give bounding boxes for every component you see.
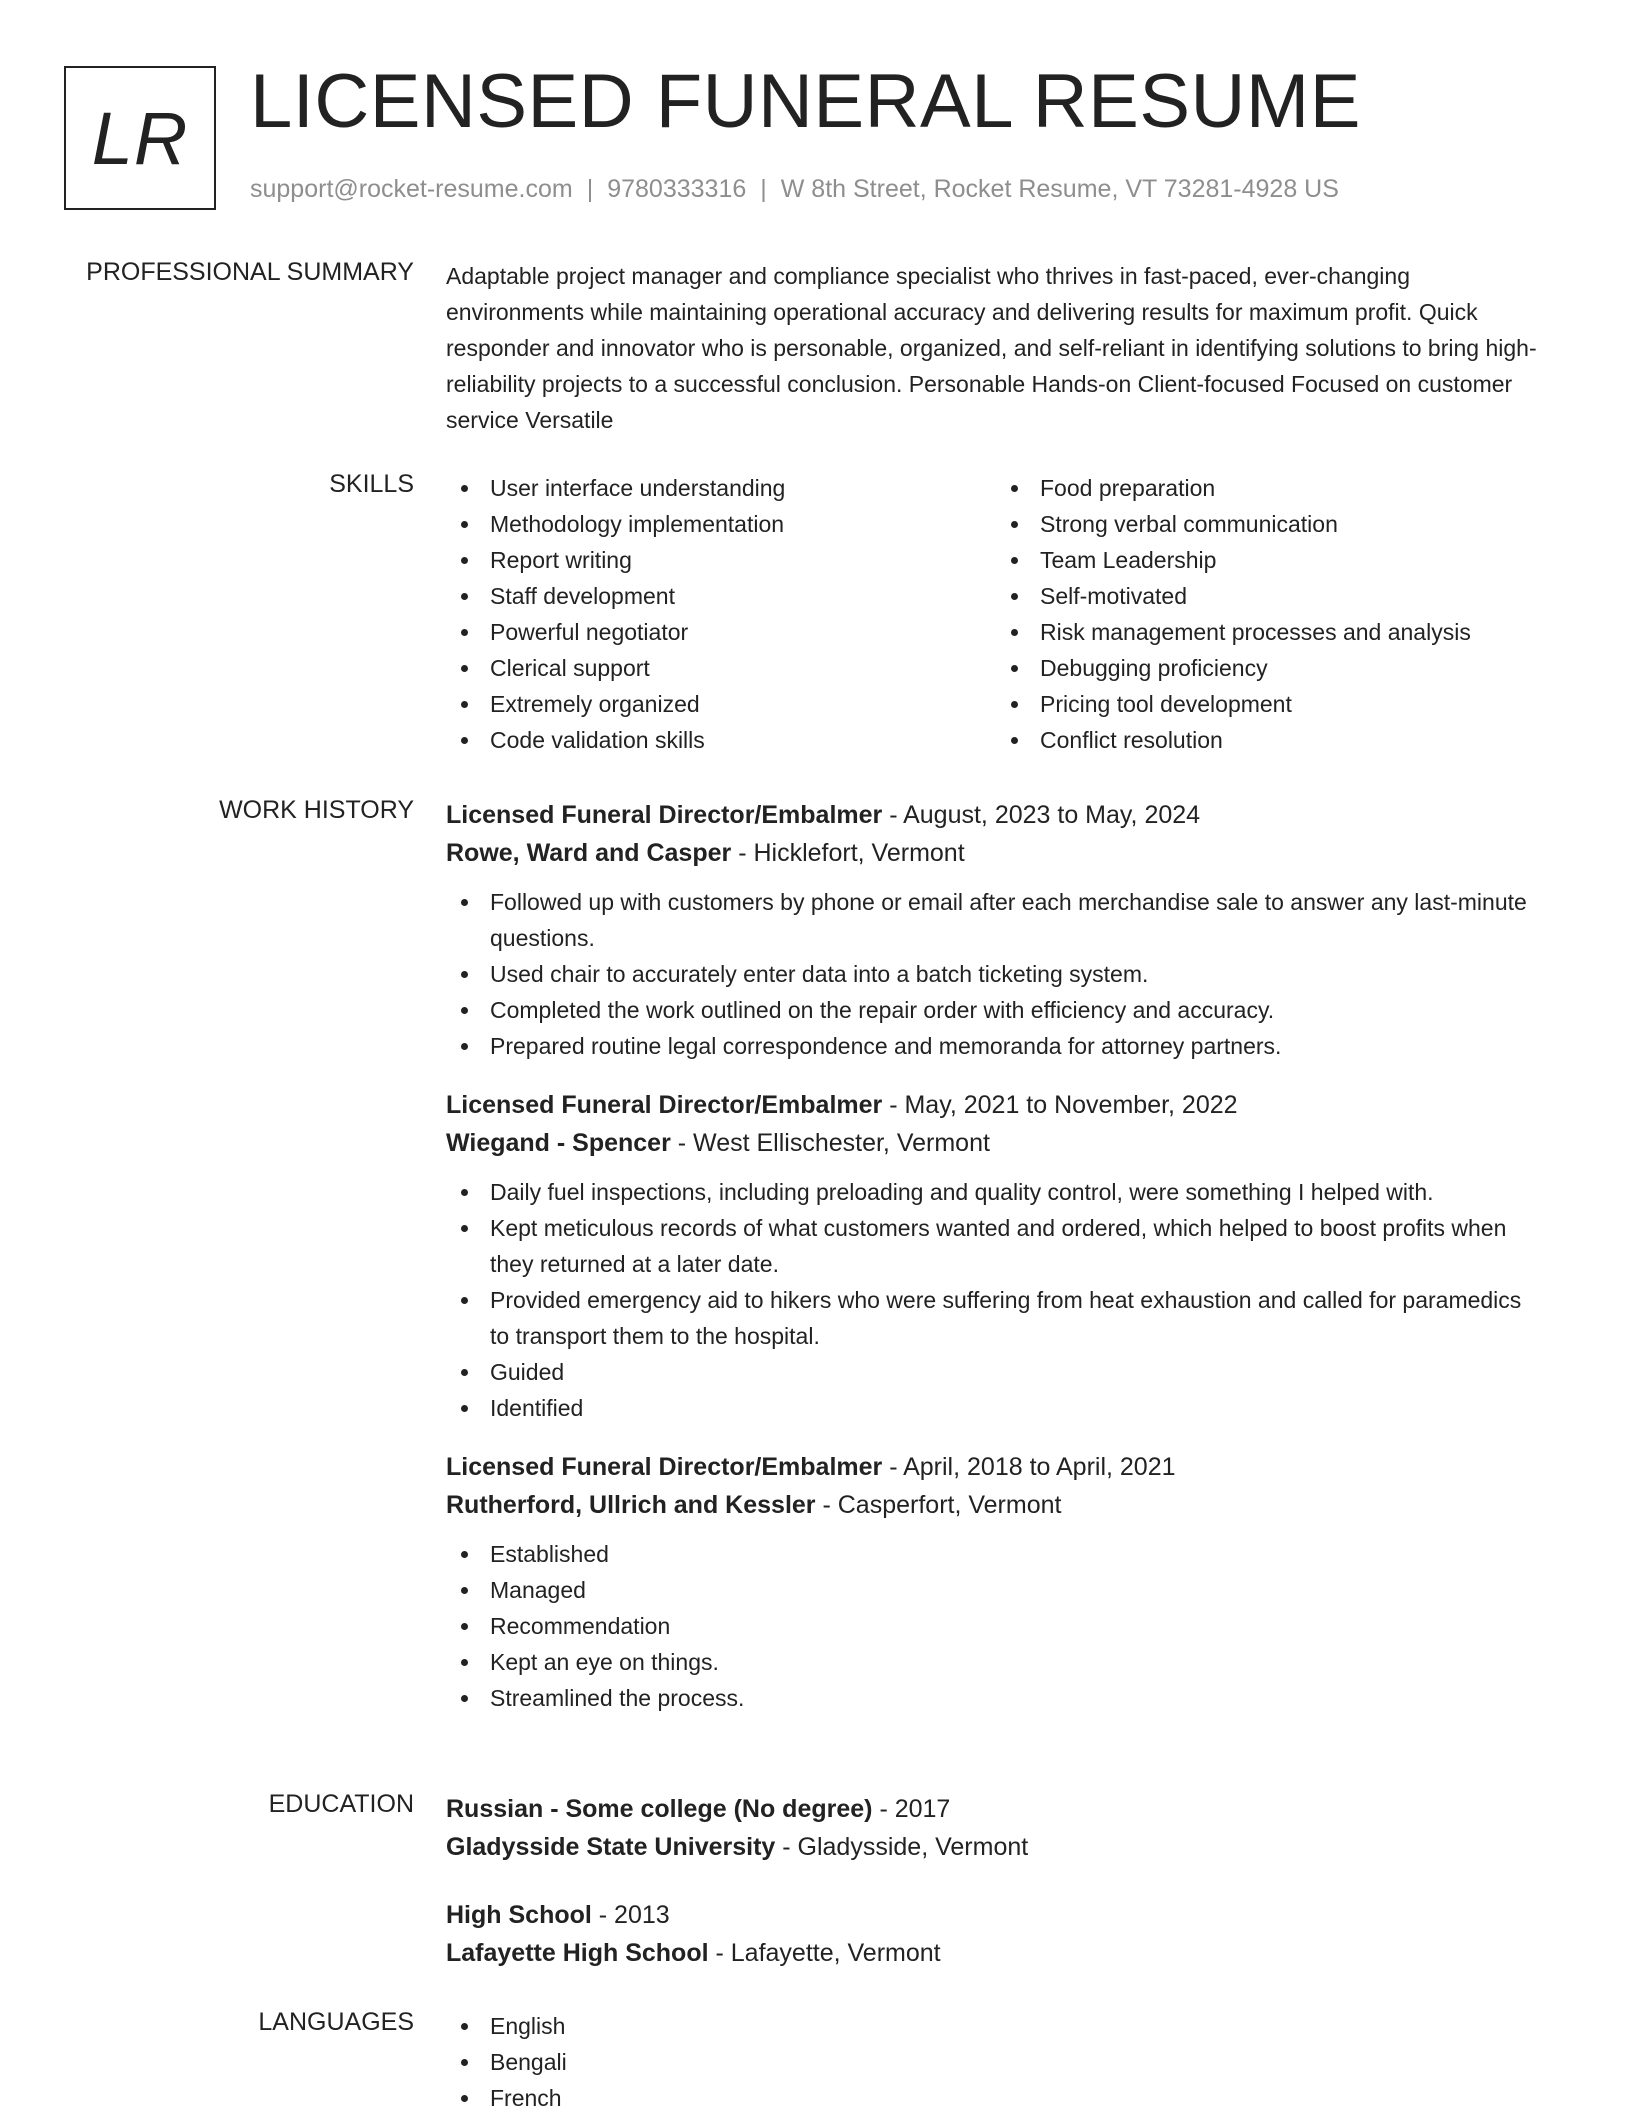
job-bullet: Prepared routine legal correspondence and memoranda for attorney partners. <box>446 1028 1546 1064</box>
job-title: Licensed Funeral Director/Embalmer <box>446 801 883 829</box>
skill-item: Code validation skills <box>446 722 996 758</box>
job-location: - Hicklefort, Vermont <box>731 839 965 867</box>
skill-item: Team Leadership <box>996 542 1546 578</box>
job-employer <box>446 834 1546 872</box>
contact-separator: | <box>760 175 767 203</box>
job-bullet: Streamlined the process. <box>446 1680 1546 1716</box>
job-bullets <box>446 1536 1546 1716</box>
job-bullets <box>446 1174 1546 1426</box>
skill-item: Clerical support <box>446 650 996 686</box>
education-degree: Russian - Some college (No degree) <box>446 1795 873 1823</box>
job-bullet: Daily fuel inspections, including preloading and quality control, were something I helped with. <box>446 1174 1546 1210</box>
education-year: - 2013 <box>591 1901 670 1929</box>
education-year: - 2017 <box>872 1795 951 1823</box>
contact-separator: | <box>586 175 594 203</box>
language-item: French <box>446 2080 1546 2112</box>
education-school-line <box>446 1828 1546 1866</box>
job-bullet: Used chair to accurately enter data into a batch ticketing system. <box>446 956 1546 992</box>
section-label-education: EDUCATION <box>268 1790 414 1818</box>
job-title: Licensed Funeral Director/Embalmer <box>446 1091 883 1119</box>
job-header <box>446 796 1546 834</box>
job-header <box>446 1448 1546 1486</box>
skills-grid <box>446 470 1546 758</box>
languages-body <box>446 2008 1546 2112</box>
job-entry <box>446 1086 1546 1426</box>
job-bullet: Recommendation <box>446 1608 1546 1644</box>
contact-line <box>250 175 1339 204</box>
job-company: Wiegand - Spencer <box>446 1129 671 1157</box>
summary-body <box>446 258 1546 438</box>
job-bullet: Kept meticulous records of what customers wanted and ordered, which helped to boost profits when they returned at a later date. <box>446 1210 1546 1282</box>
language-item: English <box>446 2008 1546 2044</box>
job-entry <box>446 796 1546 1064</box>
skills-column-left <box>446 470 996 758</box>
education-entry <box>446 1790 1546 1866</box>
skill-item: User interface understanding <box>446 470 996 506</box>
language-item: Bengali <box>446 2044 1546 2080</box>
skill-item: Debugging proficiency <box>996 650 1546 686</box>
skill-item: Staff development <box>446 578 996 614</box>
skill-item: Strong verbal communication <box>996 506 1546 542</box>
skill-item: Powerful negotiator <box>446 614 996 650</box>
education-school: Gladysside State University <box>446 1833 776 1861</box>
section-label-summary: PROFESSIONAL SUMMARY <box>86 258 414 286</box>
education-header <box>446 1790 1546 1828</box>
education-header <box>446 1896 1546 1934</box>
job-bullet: Managed <box>446 1572 1546 1608</box>
skill-item: Food preparation <box>996 470 1546 506</box>
job-bullet: Provided emergency aid to hikers who were suffering from heat exhaustion and called for paramedics to transport them to the hospital. <box>446 1282 1546 1354</box>
job-location: - West Ellischester, Vermont <box>670 1129 990 1157</box>
job-dates: - August, 2023 to May, 2024 <box>882 801 1201 829</box>
skill-item: Pricing tool development <box>996 686 1546 722</box>
job-dates: - May, 2021 to November, 2022 <box>882 1091 1238 1119</box>
job-company: Rowe, Ward and Casper <box>446 839 732 867</box>
job-bullet: Established <box>446 1536 1546 1572</box>
job-entry <box>446 1448 1546 1716</box>
job-title: Licensed Funeral Director/Embalmer <box>446 1453 883 1481</box>
job-bullet: Identified <box>446 1390 1546 1426</box>
section-label-languages: LANGUAGES <box>258 2008 414 2036</box>
education-location: - Lafayette, Vermont <box>708 1939 941 1967</box>
job-header <box>446 1086 1546 1124</box>
education-location: - Gladysside, Vermont <box>775 1833 1029 1861</box>
skill-item: Conflict resolution <box>996 722 1546 758</box>
skill-item: Extremely organized <box>446 686 996 722</box>
job-bullet: Kept an eye on things. <box>446 1644 1546 1680</box>
job-dates: - April, 2018 to April, 2021 <box>882 1453 1176 1481</box>
job-bullets <box>446 884 1546 1064</box>
skill-item: Risk management processes and analysis <box>996 614 1546 650</box>
skill-item: Methodology implementation <box>446 506 996 542</box>
education-entry <box>446 1896 1546 1972</box>
work-history-body <box>446 796 1546 1738</box>
resume-title: LICENSED FUNERAL RESUME <box>250 59 1361 144</box>
skill-item: Self-motivated <box>996 578 1546 614</box>
job-company: Rutherford, Ullrich and Kessler <box>446 1491 816 1519</box>
contact-email[interactable]: support@rocket-resume.com <box>250 175 573 203</box>
section-label-work: WORK HISTORY <box>219 796 414 824</box>
contact-address: W 8th Street, Rocket Resume, VT 73281-4928 US <box>780 175 1339 203</box>
education-degree: High School <box>446 1901 592 1929</box>
education-school: Lafayette High School <box>446 1939 709 1967</box>
job-employer <box>446 1486 1546 1524</box>
job-location: - Casperfort, Vermont <box>815 1491 1062 1519</box>
job-bullet: Followed up with customers by phone or email after each merchandise sale to answer any last-minute questions. <box>446 884 1546 956</box>
job-employer <box>446 1124 1546 1162</box>
monogram-logo: LR <box>64 66 216 210</box>
skill-item: Report writing <box>446 542 996 578</box>
education-school-line <box>446 1934 1546 1972</box>
skills-column-right <box>996 470 1546 758</box>
education-body <box>446 1790 1546 2002</box>
summary-text: Adaptable project manager and compliance specialist who thrives in fast-paced, ever-changing environments while maintaining operational accuracy and delivering results for maximum profit. Quick responder and innovator who is personable, organized, and self-reliant in identifying solutions to bring high-reliability projects to a successful conclusion. Personable Hands-on Client-focused Focused on customer service Versatile <box>446 263 1537 433</box>
section-label-skills: SKILLS <box>329 470 414 498</box>
job-bullet: Guided <box>446 1354 1546 1390</box>
job-bullet: Completed the work outlined on the repair order with efficiency and accuracy. <box>446 992 1546 1028</box>
contact-phone[interactable]: 9780333316 <box>607 175 747 203</box>
